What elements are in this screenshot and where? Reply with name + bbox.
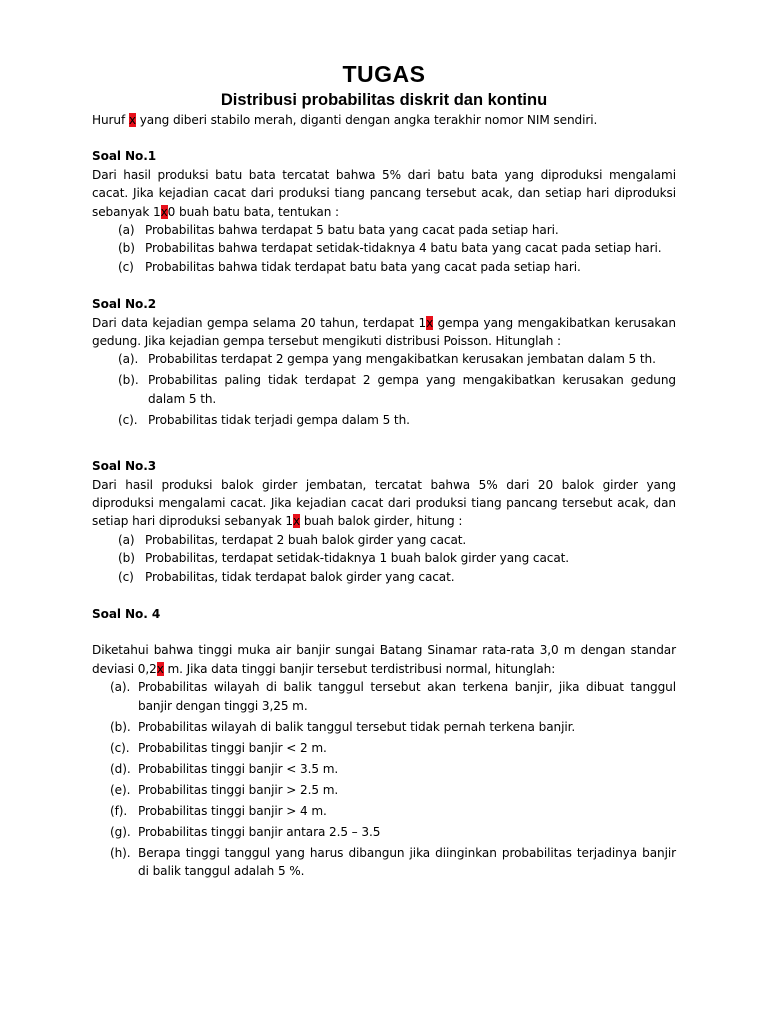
item-text: Berapa tinggi tanggul yang harus dibangun jika diinginkan probabilitas terjadinya banjir di balik tanggul adalah 5 %. — [138, 845, 676, 878]
intro-text: m. Jika data tinggi banjir tersebut terdistribusi normal, hitunglah: — [163, 661, 556, 676]
page-subtitle: Distribusi probabilitas diskrit dan kontinu — [220, 91, 548, 109]
item-label: (e). — [110, 782, 131, 797]
list-item — [92, 739, 676, 757]
item-text: Probabilitas, tidak terdapat balok girder yang cacat. — [145, 569, 455, 584]
item-label: (a). — [118, 352, 139, 367]
list-item — [92, 549, 676, 567]
question-intro — [92, 476, 676, 531]
question-intro — [92, 314, 676, 351]
item-label: (a) — [118, 223, 135, 238]
item-text: Probabilitas tidak terjadi gempa dalam 5 th. — [148, 412, 410, 427]
item-label: (a). — [110, 680, 131, 695]
document-page — [92, 60, 676, 883]
item-text: Probabilitas tinggi banjir > 2.5 m. — [138, 782, 339, 797]
item-label: (b) — [118, 551, 135, 566]
item-text: Probabilitas bahwa tidak terdapat batu bata yang cacat pada setiap hari. — [145, 259, 581, 274]
item-text: Probabilitas tinggi banjir < 2 m. — [138, 740, 327, 755]
list-item — [92, 531, 676, 549]
item-label: (c). — [110, 740, 130, 755]
question-1 — [92, 147, 676, 276]
highlight-marker: x — [156, 661, 164, 676]
item-text: Probabilitas bahwa terdapat 5 batu bata yang cacat pada setiap hari. — [145, 223, 559, 238]
question-heading: Soal No.1 — [92, 149, 157, 164]
question-heading: Soal No.3 — [92, 459, 157, 474]
list-item — [92, 802, 676, 820]
item-label: (d). — [110, 761, 131, 776]
highlight-marker: x — [128, 113, 136, 127]
item-label: (b). — [110, 719, 131, 734]
page-title: TUGAS — [342, 61, 426, 87]
sub-question-list — [92, 678, 676, 880]
list-item — [92, 844, 676, 881]
list-item — [92, 411, 676, 429]
list-item — [92, 760, 676, 778]
item-text: Probabilitas, terdapat setidak-tidaknya 1 buah balok girder yang cacat. — [145, 551, 570, 566]
item-label: (c). — [118, 412, 138, 427]
intro-text: buah balok girder, hitung : — [300, 514, 463, 529]
intro-text: 0 buah batu bata, tentukan : — [167, 204, 339, 219]
item-text: Probabilitas, terdapat 2 buah balok girder yang cacat. — [145, 532, 467, 547]
question-4 — [92, 605, 676, 880]
note-text-after: yang diberi stabilo merah, diganti dengan angka terakhir nomor NIM sendiri. — [135, 113, 598, 127]
item-text: Probabilitas terdapat 2 gempa yang mengakibatkan kerusakan jembatan dalam 5 th. — [148, 352, 656, 367]
highlight-marker: x — [426, 315, 434, 330]
sub-question-list — [92, 350, 676, 429]
list-item — [92, 568, 676, 586]
item-label: (f). — [110, 803, 128, 818]
list-item — [92, 258, 676, 276]
list-item — [92, 371, 676, 408]
item-label: (c) — [118, 259, 134, 274]
sub-question-list — [92, 221, 676, 276]
intro-text: Diketahui bahwa tinggi muka air banjir sungai Batang Sinamar rata-rata 3,0 m dengan standar deviasi 0,2 — [92, 643, 676, 676]
list-item — [92, 781, 676, 799]
item-label: (g). — [110, 824, 131, 839]
highlight-marker: x — [160, 204, 168, 219]
item-label: (c) — [118, 569, 134, 584]
item-text: Probabilitas paling tidak terdapat 2 gempa yang mengakibatkan kerusakan gedung dalam 5 th. — [148, 373, 676, 406]
item-text: Probabilitas tinggi banjir > 4 m. — [138, 803, 327, 818]
highlight-marker: x — [293, 514, 301, 529]
item-label: (b). — [118, 373, 139, 388]
intro-text: Dari data kejadian gempa selama 20 tahun, terdapat 1 — [92, 315, 427, 330]
question-intro — [92, 641, 676, 678]
instruction-note — [92, 111, 676, 129]
list-item — [92, 350, 676, 368]
list-item — [92, 221, 676, 239]
list-item — [92, 678, 676, 715]
list-item — [92, 718, 676, 736]
list-item — [92, 823, 676, 841]
item-text: Probabilitas bahwa terdapat setidak-tidaknya 4 batu bata yang cacat pada setiap hari. — [145, 241, 662, 256]
question-2 — [92, 295, 676, 429]
intro-text: Dari hasil produksi batu bata tercatat bahwa 5% dari batu bata yang diproduksi mengalami cacat. Jika kejadian cacat dari produksi tiang pancang tersebut acak, dan setiap hari diproduksi sebanyak 1 — [92, 167, 676, 219]
item-text: Probabilitas tinggi banjir antara 2.5 – 3.5 — [138, 824, 381, 839]
item-label: (h). — [110, 845, 131, 860]
question-heading: Soal No. 4 — [92, 606, 161, 621]
item-label: (b) — [118, 241, 135, 256]
note-text-before: Huruf — [92, 113, 129, 127]
item-label: (a) — [118, 532, 135, 547]
item-text: Probabilitas tinggi banjir < 3.5 m. — [138, 761, 339, 776]
intro-text: Dari hasil produksi balok girder jembatan, tercatat bahwa 5% dari 20 balok girder yang diproduksi mengalami cacat. Jika kejadian cacat dari produksi tiang pancang tersebut acak, dan setiap hari diproduksi sebanyak 1 — [92, 477, 676, 529]
question-3 — [92, 457, 676, 586]
sub-question-list — [92, 531, 676, 586]
question-heading: Soal No.2 — [92, 297, 157, 312]
list-item — [92, 239, 676, 257]
question-intro — [92, 166, 676, 221]
intro-text: gempa yang mengakibatkan kerusakan gedung. Jika kejadian gempa tersebut mengikuti distribusi Poisson. Hitunglah : — [92, 315, 676, 349]
item-text: Probabilitas wilayah di balik tanggul tersebut akan terkena banjir, jika dibuat tanggul banjir dengan tinggi 3,25 m. — [138, 680, 676, 713]
item-text: Probabilitas wilayah di balik tanggul tersebut tidak pernah terkena banjir. — [138, 719, 576, 734]
